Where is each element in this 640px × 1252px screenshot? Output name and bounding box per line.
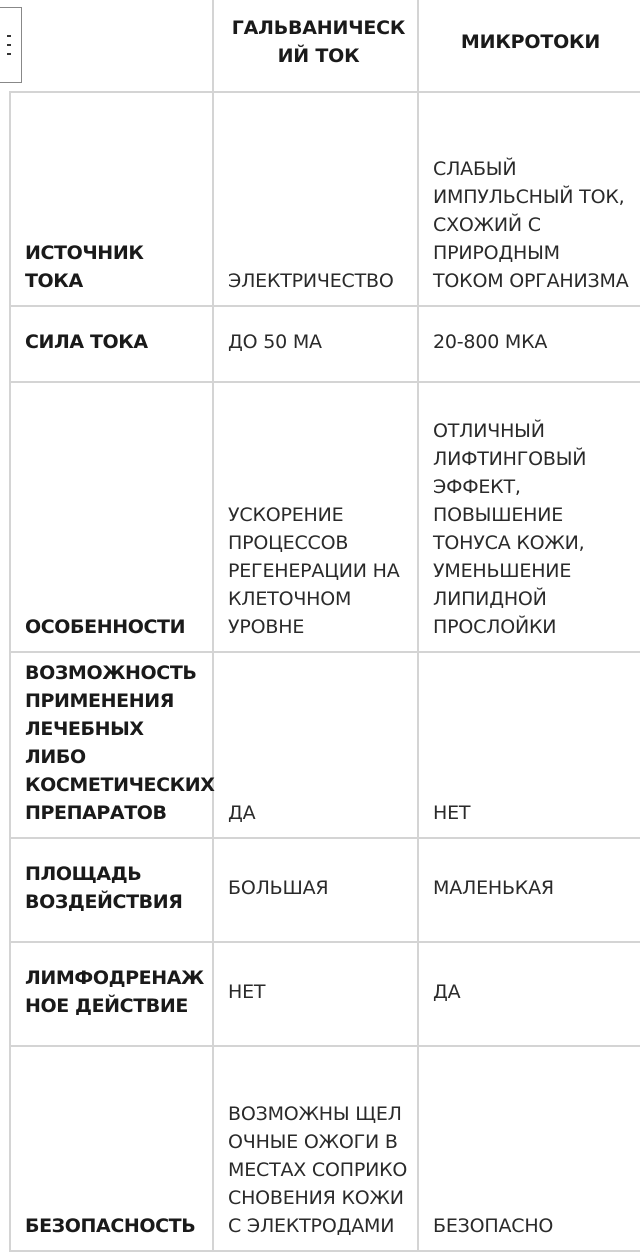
table-row [10, 652, 640, 838]
row-label: ОСОБЕННОСТИ [10, 382, 213, 652]
cell-galvanic: ДО 50 МА [213, 306, 418, 382]
row-label: БЕЗОПАСНОСТЬ [10, 1046, 213, 1251]
row-label: ИСТОЧНИК ТОКА [10, 92, 213, 306]
row-label: ЛИМФОДРЕНАЖНОЕ ДЕЙСТВИЕ [10, 942, 213, 1046]
cell-galvanic: НЕТ [213, 942, 418, 1046]
table-row [10, 382, 640, 652]
table-row [10, 1046, 640, 1251]
cell-galvanic: БОЛЬШАЯ [213, 838, 418, 942]
header-micro: МИКРОТОКИ [418, 0, 640, 92]
cell-galvanic: ВОЗМОЖНЫ ЩЕЛОЧНЫЕ ОЖОГИ В МЕСТАХ СОПРИКОСНОВЕНИЯ КОЖИ С ЭЛЕКТРОДАМИ [213, 1046, 418, 1251]
cell-micro: 20-800 МКА [418, 306, 640, 382]
cell-micro: ДА [418, 942, 640, 1046]
cell-galvanic: УСКОРЕНИЕ ПРОЦЕССОВ РЕГЕНЕРАЦИИ НА КЛЕТОЧНОМ УРОВНЕ [213, 382, 418, 652]
table-header-row [10, 0, 640, 92]
comparison-table [9, 0, 640, 1252]
row-label: ПЛОЩАДЬ ВОЗДЕЙСТВИЯ [10, 838, 213, 942]
cell-micro: СЛАБЫЙ ИМПУЛЬСНЫЙ ТОК, СХОЖИЙ С ПРИРОДНЫМ ТОКОМ ОРГАНИЗМА [418, 92, 640, 306]
header-empty [10, 0, 213, 92]
cell-galvanic: ЭЛЕКТРИЧЕСТВО [213, 92, 418, 306]
cell-micro: ОТЛИЧНЫЙ ЛИФТИНГОВЫЙ ЭФФЕКТ, ПОВЫШЕНИЕ ТОНУСА КОЖИ, УМЕНЬШЕНИЕ ЛИПИДНОЙ ПРОСЛОЙКИ [418, 382, 640, 652]
table-row [10, 92, 640, 306]
table-row [10, 942, 640, 1046]
cell-micro: МАЛЕНЬКАЯ [418, 838, 640, 942]
header-galvanic: ГАЛЬВАНИЧЕСКИЙ ТОК [213, 0, 418, 92]
cell-micro: НЕТ [418, 652, 640, 838]
table-row [10, 306, 640, 382]
cell-micro: БЕЗОПАСНО [418, 1046, 640, 1251]
cell-galvanic: ДА [213, 652, 418, 838]
row-label: ВОЗМОЖНОСТЬ ПРИМЕНЕНИЯ ЛЕЧЕБНЫХ ЛИБО КОСМЕТИЧЕСКИХ ПРЕПАРАТОВ [10, 652, 213, 838]
row-label: СИЛА ТОКА [10, 306, 213, 382]
table-row [10, 838, 640, 942]
